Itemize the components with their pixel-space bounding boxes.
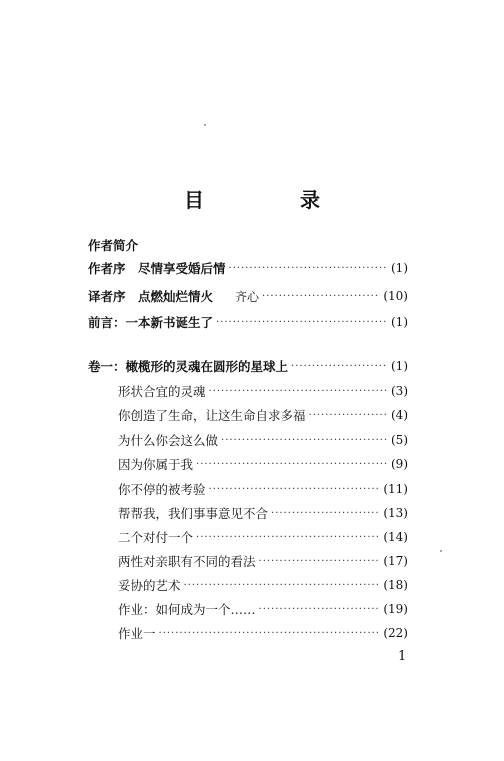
leader-dots	[221, 435, 388, 446]
author-intro-heading: 作者简介	[88, 238, 139, 253]
entry-label: 作业一	[118, 626, 156, 641]
entry-page: (18)	[383, 578, 408, 592]
toc-entry-foreword	[88, 312, 408, 332]
leader-dots	[209, 386, 388, 397]
leader-dots	[291, 361, 388, 372]
leader-dots	[259, 556, 381, 567]
leader-dots	[184, 580, 381, 591]
entry-page: (14)	[383, 530, 408, 544]
entry-page: (1)	[391, 315, 408, 329]
leader-dots	[196, 532, 380, 543]
leader-dots	[159, 628, 381, 639]
toc-entry-chapter	[118, 575, 408, 595]
entry-page: (1)	[391, 261, 408, 275]
leader-dots	[309, 410, 388, 421]
toc-entry-chapter	[118, 503, 408, 523]
leader-dots	[259, 604, 381, 615]
toc-entry-chapter	[118, 479, 408, 499]
entry-label: 妥协的艺术	[118, 578, 181, 593]
entry-label: 作业：如何成为一个……	[118, 602, 256, 617]
entry-label: 你不停的被考验	[118, 482, 206, 497]
entry-label: 卷一：橄榄形的灵魂在圆形的星球上	[88, 359, 289, 374]
entry-label: 为什么你会这么做	[118, 433, 219, 448]
toc-title: 目 录	[184, 188, 358, 212]
entry-label: 你创造了生命，让这生命自求多福	[118, 408, 306, 423]
entry-page: (3)	[391, 384, 408, 398]
toc-entry-chapter	[118, 405, 408, 425]
leader-dots	[216, 317, 388, 328]
entry-page: (22)	[383, 626, 408, 640]
page-number: 1	[398, 649, 407, 664]
leader-dots	[271, 508, 380, 519]
toc-entry-author-preface	[88, 258, 408, 278]
leader-dots	[262, 291, 380, 302]
entry-page: (4)	[391, 408, 408, 422]
entry-label: 译者序 点燃灿烂情火	[88, 289, 214, 304]
toc-entry-chapter	[118, 599, 408, 619]
scan-speck	[440, 550, 442, 552]
entry-page: (19)	[383, 602, 408, 616]
entry-page: (10)	[383, 289, 408, 303]
entry-page: (5)	[391, 433, 408, 447]
entry-label: 两性对亲职有不同的看法	[118, 554, 256, 569]
entry-page: (11)	[383, 482, 408, 496]
leader-dots	[229, 263, 388, 274]
entry-page: (9)	[391, 457, 408, 471]
toc-entry-chapter	[118, 527, 408, 547]
entry-page: (17)	[383, 554, 408, 568]
entry-label: 因为你属于我	[118, 457, 194, 472]
translator-name: 齐心	[235, 289, 260, 304]
entry-page: (13)	[383, 506, 408, 520]
entry-label: 帮帮我，我们事事意见不合	[118, 506, 269, 521]
leader-dots	[209, 484, 381, 495]
entry-label: 作者序 尽情享受婚后情	[88, 261, 226, 276]
toc-entry-chapter	[118, 623, 408, 643]
entry-page: (1)	[391, 359, 408, 373]
entry-label: 前言：一本新书诞生了	[88, 315, 214, 330]
entry-label: 形状合宜的灵魂	[118, 384, 206, 399]
toc-entry-translator-preface	[88, 286, 408, 306]
toc-entry-chapter	[118, 430, 408, 450]
toc-entry-chapter	[118, 381, 408, 401]
scan-speck	[204, 124, 206, 126]
leader-dots	[196, 459, 388, 470]
toc-entry-chapter	[118, 454, 408, 474]
toc-entry-volume-one	[88, 356, 408, 376]
entry-label: 二个对付一个	[118, 530, 194, 545]
toc-entry-chapter	[118, 551, 408, 571]
